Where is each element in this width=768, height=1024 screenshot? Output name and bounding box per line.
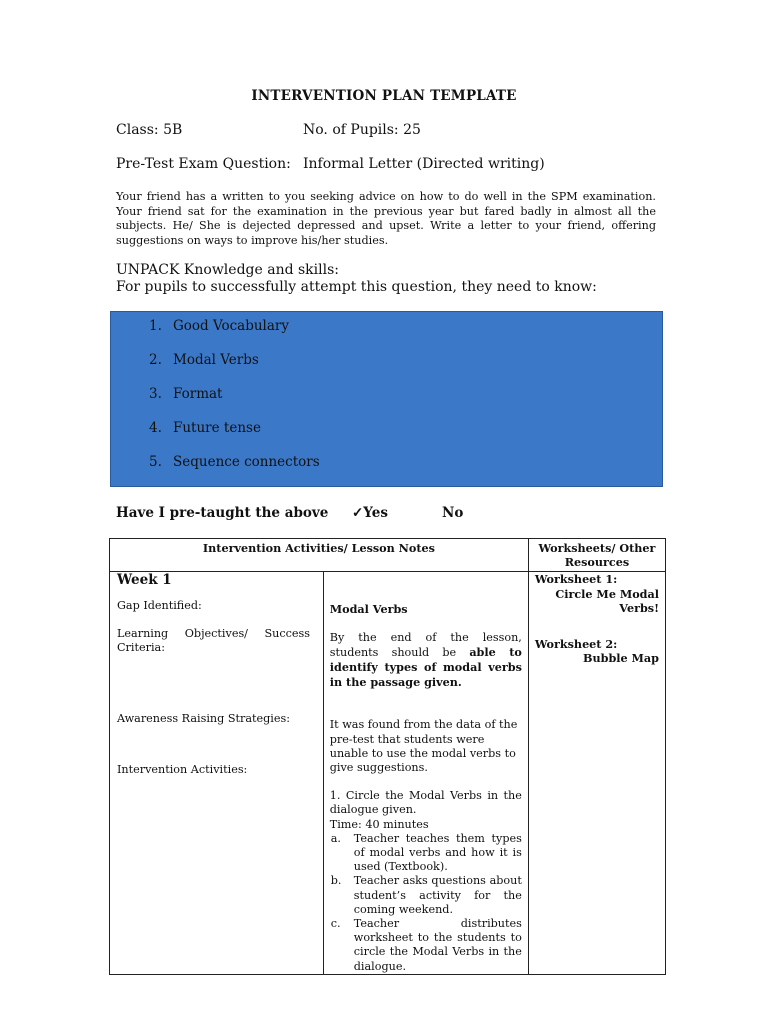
- gap-value: Modal Verbs: [329, 602, 408, 617]
- table-header-row: [110, 539, 666, 572]
- resources-cell: [528, 572, 665, 974]
- worksheet2-label: Worksheet 2:: [534, 637, 618, 652]
- step-text: Teacher teaches them types of modal verbs and how it is used (Textbook).: [353, 831, 522, 874]
- step-item: [330, 874, 522, 917]
- table-row: [110, 572, 666, 974]
- skill-number: 2.: [149, 352, 162, 368]
- objectives-bold: able to identify types of modal verbs in the passage given.: [329, 644, 522, 690]
- worksheet1-label: Worksheet 1:: [534, 572, 618, 587]
- step-text: Teacher asks questions about student’s activity for the coming weekend.: [353, 874, 522, 916]
- step-letter: c.: [330, 917, 341, 931]
- objectives-label-line2: Criteria:: [117, 641, 165, 655]
- worksheet1-name: Circle Me Modal Verbs!: [555, 586, 659, 615]
- labels-cell: [110, 572, 324, 974]
- objectives-prefix: By the end of the lesson, students should be: [329, 630, 522, 659]
- step-text: Teacher distributes worksheet to the students to circle the Modal Verbs in the dialogue.: [353, 917, 522, 973]
- skill-number: 1.: [149, 318, 162, 334]
- step-item: [330, 917, 522, 974]
- skill-item: [149, 386, 223, 402]
- skill-number: 3.: [149, 386, 162, 402]
- question-value: Informal Letter (Directed writing): [303, 156, 545, 172]
- skill-text: Good Vocabulary: [173, 318, 290, 334]
- skill-text: Modal Verbs: [173, 352, 259, 368]
- skill-text: Format: [173, 386, 223, 402]
- unpack-heading: [116, 262, 676, 296]
- activity-steps: [330, 832, 522, 974]
- skill-item: [149, 454, 320, 470]
- no-checkbox-label[interactable]: No: [442, 505, 464, 521]
- step-letter: b.: [330, 874, 342, 888]
- step-item: [330, 831, 522, 875]
- header-resources: Worksheets/ Other Resources: [528, 539, 665, 572]
- skill-number: 5.: [149, 454, 162, 470]
- activities-label: Intervention Activities:: [117, 763, 248, 777]
- details-cell: [323, 572, 528, 974]
- awareness-value: It was found from the data of the pre-test that students were unable to use the modal verbs to give suggestions.: [329, 718, 518, 775]
- skill-text: Sequence connectors: [173, 454, 320, 470]
- exam-prompt: Your friend has a written to you seeking advice on how to do well in the SPM examination. Your friend sat for the examination in the previous year but fared badly in almost all the subjects. He/ She is dejected depressed and upset. Write a letter to your friend, offering suggestions on ways to improve his/her studies.: [116, 190, 656, 247]
- class-label: Class: 5B: [116, 122, 183, 138]
- worksheet2-name: Bubble Map: [583, 651, 659, 666]
- gap-label: Gap Identified:: [117, 598, 202, 612]
- skill-item: [149, 318, 289, 334]
- week-label: Week 1: [117, 572, 172, 589]
- unpack-line-1: UNPACK Knowledge and skills:: [116, 262, 340, 278]
- document-title: INTERVENTION PLAN TEMPLATE: [251, 88, 517, 104]
- intervention-table: [109, 538, 666, 975]
- skills-box: [110, 311, 663, 487]
- header-activities: Intervention Activities/ Lesson Notes: [110, 539, 529, 572]
- skill-item: [149, 352, 259, 368]
- activity-title: 1. Circle the Modal Verbs in the dialogue given.: [329, 789, 522, 817]
- awareness-label: Awareness Raising Strategies:: [117, 712, 290, 726]
- objectives-value: [330, 631, 522, 691]
- pupils-label: No. of Pupils: 25: [303, 122, 421, 138]
- question-label: Pre-Test Exam Question:: [116, 156, 291, 172]
- skill-text: Future tense: [173, 420, 261, 436]
- skill-item: [149, 420, 261, 436]
- skill-number: 4.: [149, 420, 162, 436]
- activity-time: Time: 40 minutes: [329, 817, 429, 831]
- yes-checkbox-label[interactable]: ✓Yes: [352, 505, 388, 521]
- step-letter: a.: [330, 831, 341, 845]
- unpack-line-2: For pupils to successfully attempt this question, they need to know:: [116, 279, 597, 295]
- objectives-label-line1: Learning Objectives/ Success: [117, 626, 310, 640]
- pretaught-question: Have I pre-taught the above: [116, 505, 329, 521]
